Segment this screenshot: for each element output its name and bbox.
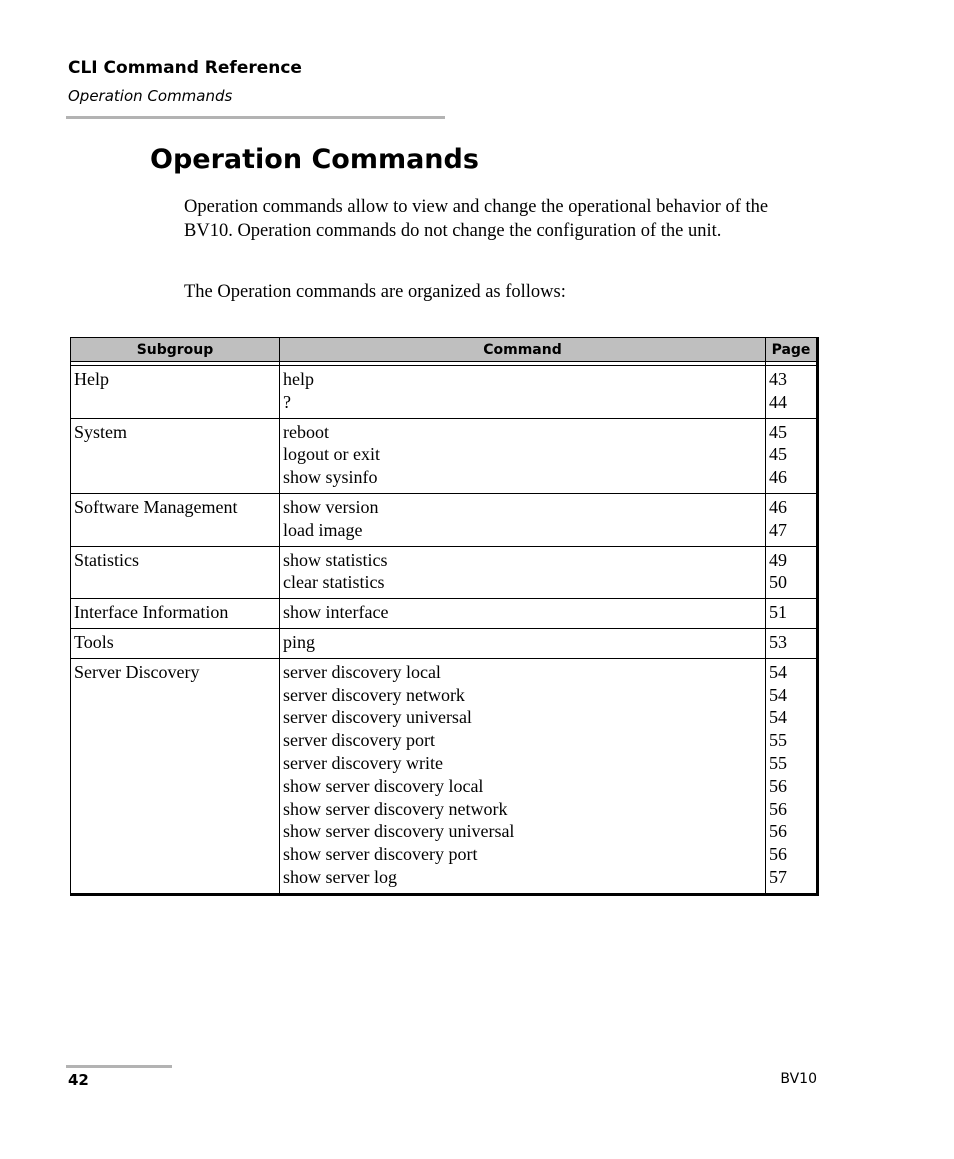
page-reference: 53 (769, 631, 787, 652)
command-name: server discovery port (283, 730, 435, 751)
subgroup-cell: Help (71, 366, 280, 419)
command-name: server discovery write (283, 752, 443, 773)
table-body (71, 362, 818, 895)
command-name: show interface (283, 602, 389, 623)
page-reference: 43 (769, 369, 787, 389)
page-number: 42 (68, 1071, 89, 1089)
page-reference: 54 (769, 684, 787, 705)
command-cell (280, 366, 766, 419)
command-name: clear statistics (283, 572, 385, 593)
command-name: help (283, 369, 314, 389)
page-reference: 54 (769, 661, 787, 682)
command-name: show server discovery universal (283, 821, 515, 842)
command-name: ping (283, 631, 316, 652)
command-cell (280, 418, 766, 493)
table-row (71, 628, 818, 658)
subgroup-cell: Statistics (71, 546, 280, 599)
table-row (71, 658, 818, 894)
table-row (71, 366, 818, 419)
page-reference: 46 (769, 496, 787, 517)
page-reference: 55 (769, 752, 787, 773)
page-cell (766, 418, 818, 493)
page-cell (766, 546, 818, 599)
page-cell (766, 599, 818, 629)
page-reference: 56 (769, 798, 787, 819)
column-header-subgroup: Subgroup (71, 338, 280, 362)
subgroup-cell: Tools (71, 628, 280, 658)
command-name: reboot (283, 421, 329, 442)
page-reference: 45 (769, 444, 787, 465)
command-cell (280, 658, 766, 894)
page-reference: 49 (769, 549, 787, 570)
page-reference: 46 (769, 467, 787, 488)
command-cell (280, 493, 766, 546)
running-header-title: CLI Command Reference (68, 58, 302, 78)
table-row (71, 493, 818, 546)
subgroup-cell: System (71, 418, 280, 493)
table-row (71, 546, 818, 599)
column-header-page: Page (766, 338, 818, 362)
page-reference: 51 (769, 602, 787, 623)
command-table-container (70, 337, 819, 896)
page-reference: 55 (769, 730, 787, 751)
page-cell (766, 658, 818, 894)
command-cell (280, 599, 766, 629)
page-cell (766, 366, 818, 419)
running-header-subtitle: Operation Commands (68, 87, 233, 105)
command-table (70, 337, 819, 896)
intro-paragraph: Operation commands allow to view and change the operational behavior of the BV10. Operation commands do not change the configuration of the unit. (184, 197, 769, 241)
command-name: show sysinfo (283, 467, 378, 488)
page-reference: 56 (769, 844, 787, 865)
page-reference: 57 (769, 866, 787, 887)
subgroup-cell: Interface Information (71, 599, 280, 629)
command-name: load image (283, 519, 363, 540)
command-name: server discovery universal (283, 707, 472, 728)
page-reference: 56 (769, 821, 787, 842)
command-name: server discovery network (283, 684, 465, 705)
command-name: show server discovery network (283, 798, 508, 819)
page-reference: 45 (769, 421, 787, 442)
command-name: show server discovery local (283, 775, 484, 796)
page-reference: 50 (769, 572, 787, 593)
command-cell (280, 628, 766, 658)
page-title: Operation Commands (150, 144, 479, 175)
command-name: show server log (283, 866, 397, 887)
page-reference: 56 (769, 775, 787, 796)
table-header-row (71, 338, 818, 362)
footer-divider (66, 1065, 172, 1068)
page-cell (766, 628, 818, 658)
page-reference: 47 (769, 519, 787, 540)
command-name: ? (283, 391, 291, 412)
header-divider (66, 116, 445, 119)
subgroup-cell: Software Management (71, 493, 280, 546)
command-cell (280, 546, 766, 599)
command-name: show server discovery port (283, 844, 478, 865)
command-name: show version (283, 496, 379, 517)
subgroup-cell: Server Discovery (71, 658, 280, 894)
table-row (71, 418, 818, 493)
table-row (71, 599, 818, 629)
page-cell (766, 493, 818, 546)
command-name: show statistics (283, 549, 388, 570)
page-reference: 44 (769, 391, 787, 412)
command-name: logout or exit (283, 444, 380, 465)
page-reference: 54 (769, 707, 787, 728)
command-name: server discovery local (283, 661, 441, 682)
organization-paragraph: The Operation commands are organized as follows: (184, 282, 566, 302)
product-name: BV10 (780, 1071, 817, 1087)
column-header-command: Command (280, 338, 766, 362)
